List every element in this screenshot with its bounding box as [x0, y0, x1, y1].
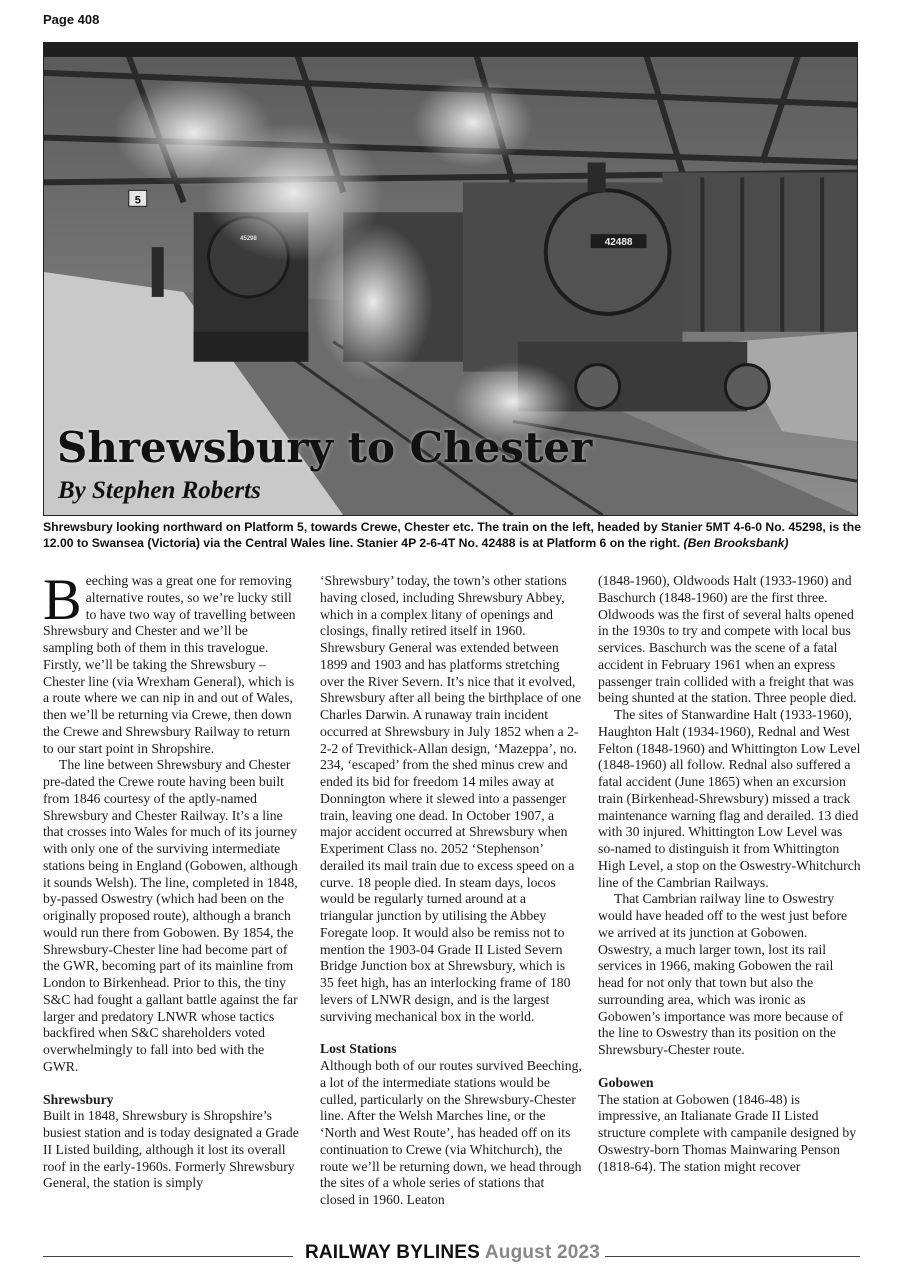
paragraph: (1848-1960), Oldwoods Halt (1933-1960) and Baschurch (1848-1960) are the first three. Oldwoods was the first of several halts opened in the 1930s to try and compete with local bus services. Baschurch was the scene of a fatal accident in February 1961 when an express passenger train collided with a freight that was being shunted at the station. Three people died.	[598, 573, 857, 706]
subheading-shrewsbury: Shrewsbury	[43, 1091, 114, 1107]
paragraph: The station at Gobowen (1846-48) is impressive, an Italianate Grade II Listed structure complete with campanile designed by Oswestry-born Thomas Mainwaring Penson (1818-64). The station might recover	[598, 1091, 857, 1174]
paragraph	[43, 567, 300, 757]
column-1	[43, 567, 300, 1192]
loco-number-right: 42488	[604, 237, 633, 249]
paragraph: That Cambrian railway line to Oswestry would have headed off to the west just before we arrived at its junction at Gobowen. Oswestry, a much larger town, lost its rail services in 1966, making Gobowen the rail head for not only that town but also the surrounding area, which was ironic as Gobowen’s importance was more because of the line to Oswestry than its position on the Shrewsbury-Chester route.	[598, 891, 848, 1057]
platform-sign-number: 5	[134, 194, 141, 207]
article-title: Shrewsbury to Chester	[57, 423, 593, 472]
issue-date: August 2023	[484, 1242, 601, 1263]
paragraph: ‘Shrewsbury’ today, the town’s other stations having closed, including Shrewsbury Abbey, which in a complex litany of openings and closings, finally retired itself in 1960. Shrewsbury General was extended between 1899 and 1903 and has platforms stretching over the River Severn. It’s nice that it evolved, Shrewsbury after all being the birthplace of one Charles Darwin. A runaway train incident occurred at Shrewsbury in July 1852 when a 2-2-2 of Trevithick-Allan design, ‘Mazeppa’, no. 234, ‘escaped’ from the shed minus crew and ended its bid for freedom 14 miles away at Donnington where it slewed into a passenger train, leaving one dead. In October 1907, a major accident occurred at Shrewsbury when Experiment Class no. 2052 ‘Stephenson’ derailed its mail train due to excess speed on a curve. 18 people died. In steam days, locos would be regularly turned around at a triangular junction by utilising the Abbey Foregate loop. It would also be remiss not to mention the 1903-04 Grade II Listed Severn Bridge Junction box at Shrewsbury, which is 35 feet high, has an interlocking frame of 180 levers of LNWR design, and is the largest surviving mechanical box in the world.	[320, 573, 582, 1024]
article-byline: By Stephen Roberts	[58, 477, 261, 504]
drop-cap: B	[43, 567, 82, 632]
paragraph: The sites of Stanwardine Halt (1933-1960), Haughton Halt (1934-1960), Rednal and West Felton (1848-1960) and Whittington Low Level (1848-1960) all follow. Rednal also suffered a fatal accident (June 1865) when an excursion train (Birkenhead-Shrewsbury) missed a track maintenance warning flag and derailed. 13 died with 30 injured. Whittington Low Level was so-named to distinguish it from Whittington High Level, a stop on the Oswestry-Whitchurch line of the Cambrian Railways.	[598, 707, 861, 890]
paragraph: Built in 1848, Shrewsbury is Shropshire’s busiest station and is today designated a Grade II Listed building, although it lost its overall roof in the early-1960s. Formerly Shrewsbury General, the station is simply	[43, 1108, 299, 1191]
page-number: Page 408	[43, 12, 100, 27]
loco-number-left: 45298	[240, 236, 257, 243]
column-2	[320, 573, 582, 1209]
paragraph: Although both of our routes survived Beeching, a lot of the intermediate stations would be culled, particularly on the Shrewsbury-Chester line. After the Welsh Marches line, or the ‘North and West Route’, has headed off on its continuation to Crewe (via Whitchurch), the route we’ll be returning down, we head through the sites of a whole series of stations that closed in 1960. Leaton	[320, 1058, 582, 1207]
caption-credit: (Ben Brooksbank)	[683, 536, 789, 550]
magazine-name: RAILWAY BYLINES	[304, 1242, 481, 1263]
photo-caption	[43, 519, 861, 551]
header-photo	[43, 42, 858, 516]
subheading-gobowen: Gobowen	[598, 1074, 654, 1090]
caption-text: Shrewsbury looking northward on Platform 5, towards Crewe, Chester etc. The train on the left, headed by Stanier 5MT 4-6-0 No. 45298, is the 12.00 to Swansea (Victoria) via the Central Wales line. Stanier 4P 2-6-4T No. 42488 is at Platform 6 on the right.	[43, 520, 861, 550]
subheading-lost-stations: Lost Stations	[320, 1041, 397, 1057]
paragraph: The line between Shrewsbury and Chester pre-dated the Crewe route having been built from 1846 courtesy of the aptly-named Shrewsbury and Chester Railway. It’s a line that crosses into Wales for much of its journey with only one of the surviving intermediate stations being in England (Gobowen, although it sounds Welsh). The line, completed in 1848, by-passed Oswestry (which had been on the originally proposed route), although a branch would run there from Gobowen. By 1854, the Shrewsbury-Chester line had become part of the GWR, becoming part of its mainline from London to Birkenhead. Prior to this, the tiny S&C had fought a gallant battle against the far larger and predatory LNWR whose tactics backfired when S&C shareholders voted overwhelmingly to fall into bed with the GWR.	[43, 757, 298, 1074]
paragraph-text: eeching was a great one for removing alternative routes, so we’re lucky still to have two way of travelling between Shrewsbury and Chester and we’ll be sampling both of them in this travelogue. Firstly, we’ll be taking the Shrewsbury – Chester line (via Wrexham General), which is a route where we can nip in and out of Wales, then we’ll be returning via Crewe, then down the Crewe and Shrewsbury Railway to return to our start point in Shropshire.	[43, 573, 296, 756]
column-3	[598, 573, 861, 1175]
footer	[0, 1242, 905, 1264]
